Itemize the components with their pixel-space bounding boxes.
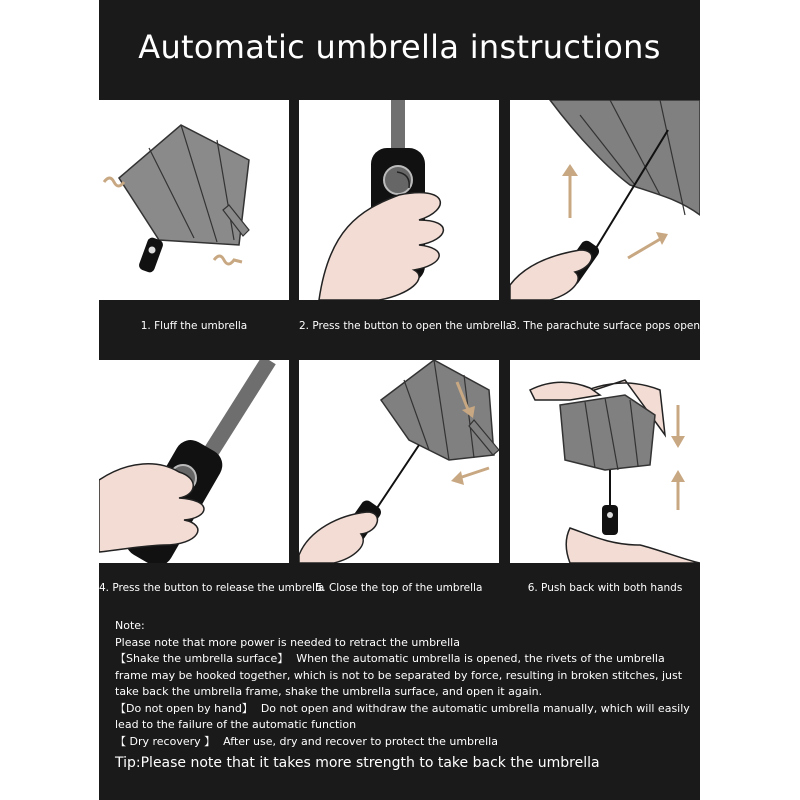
notes-section <box>115 618 690 772</box>
step-4-illustration <box>99 360 289 563</box>
step-2-illustration <box>299 100 499 300</box>
note-shake <box>115 651 690 701</box>
step-3-illustration <box>510 100 700 300</box>
notes-intro: Please note that more power is needed to retract the umbrella <box>115 635 460 649</box>
step-3-caption: 3. The parachute surface pops open <box>510 320 700 332</box>
note-shake-text: When the automatic umbrella is opened, the rivets of the umbrella frame may be hooked together, which is not to be separated by force, resulting in broken stitches, just take back the umbrella frame, shake the umbrella surface, and open it again. <box>115 652 683 698</box>
step-2-caption: 2. Press the button to open the umbrella <box>299 320 513 332</box>
bottom-hand-icon <box>566 528 700 563</box>
instruction-sheet <box>99 0 700 800</box>
page-title: Automatic umbrella instructions <box>138 28 661 66</box>
step-1-caption: 1. Fluff the umbrella <box>140 320 248 332</box>
step-5-illustration <box>299 360 499 563</box>
note-dry <box>115 734 690 751</box>
open-canopy-icon <box>550 100 700 215</box>
step-1-illustration <box>99 100 289 300</box>
hand-icon <box>319 193 443 300</box>
note-hand <box>115 701 690 734</box>
note-hand-text: Do not open and withdraw the automatic umbrella manually, which will easily lead to the failure of the automatic function <box>115 701 690 731</box>
step-6-illustration <box>510 360 700 563</box>
closing-canopy-icon <box>381 360 494 460</box>
tip-text: Tip:Please note that it takes more strength to take back the umbrella <box>115 755 600 771</box>
note-dry-label: 【 Dry recovery 】 <box>115 734 216 748</box>
notes-heading: Note: <box>115 619 145 632</box>
step-6-caption: 6. Push back with both hands <box>527 582 683 594</box>
note-hand-label: 【Do not open by hand】 <box>115 701 253 715</box>
folded-canopy-icon <box>560 395 655 470</box>
note-dry-text: After use, dry and recover to protect the umbrella <box>223 734 498 748</box>
hand-icon <box>99 464 204 552</box>
step-5-caption: 5. Close the top of the umbrella <box>315 582 483 594</box>
note-shake-label: 【Shake the umbrella surface】 <box>115 652 289 665</box>
closed-umbrella-icon <box>119 125 249 274</box>
step-4-caption: 4. Press the button to release the umbrella <box>99 582 325 594</box>
